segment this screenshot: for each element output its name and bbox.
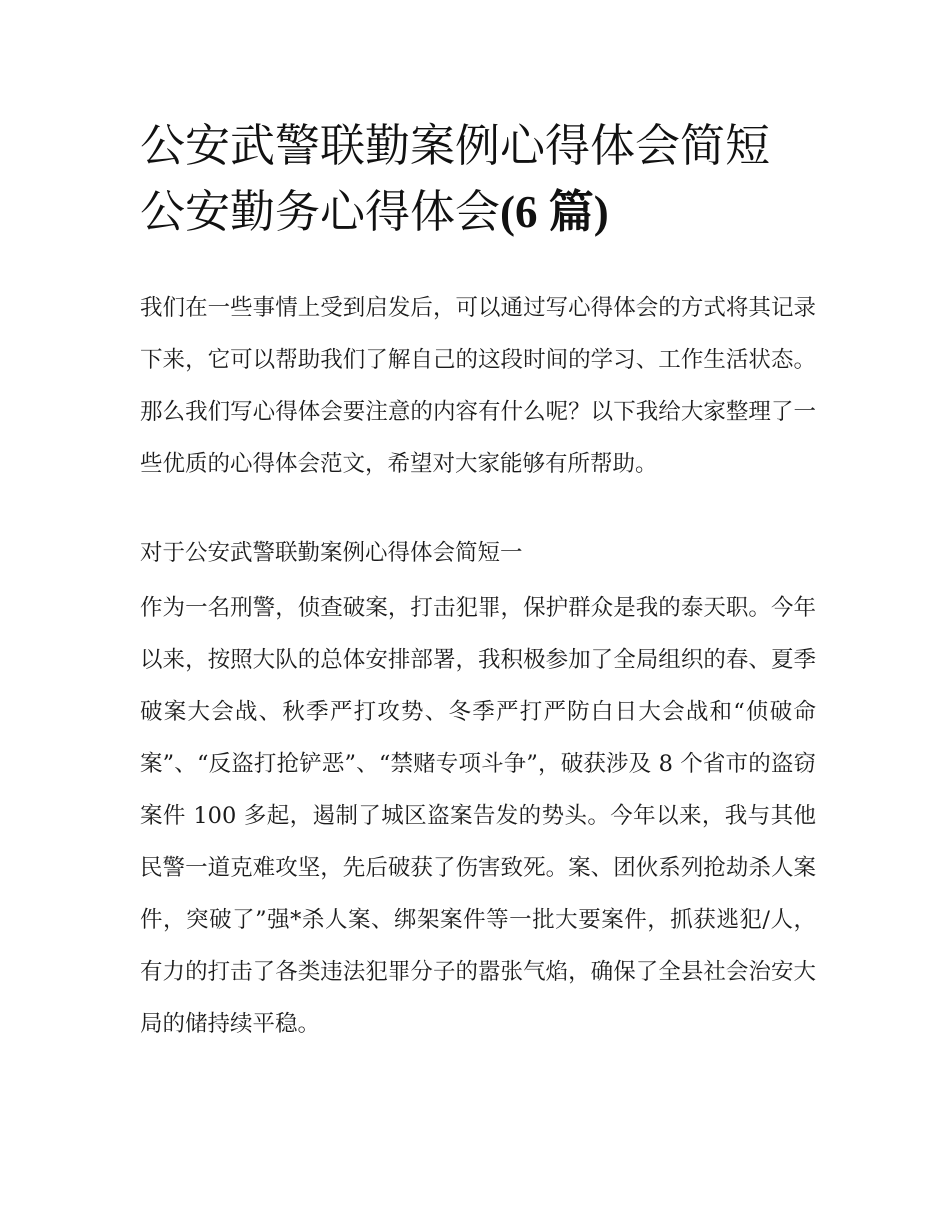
intro-paragraph: 我们在一些事情上受到启发后，可以通过写心得体会的方式将其记录下来，它可以帮助我们了解自己的这段时间的学习、工作生活状态。那么我们写心得体会要注意的内容有什么呢？以下我给大家整理了一些优质的心得体会范文，希望对大家能够有所帮助。	[140, 295, 816, 477]
document-title	[140, 113, 820, 245]
document-title-main: 公安武警联勤案例心得体会简短 公安勤务心得体会	[140, 119, 771, 238]
document-title-count: (6 篇)	[500, 187, 609, 237]
case-paragraph: 作为一名刑警，侦查破案，打击犯罪，保护群众是我的泰天职。今年以来，按照大队的总体安排部署，我积极参加了全局组织的春、夏季破案大会战、秋季严打攻势、冬季严打严防白日大会战和“侦破命案”、“反盗打抢铲恶”、“禁赌专项斗争”，破获涉及 8 个省市的盗窃案件 100 多起，遏制了城区盗案告发的势头。今年以来，我与其他民警一道克难攻坚，先后破获了伤害致死。案、团伙系列抢劫杀人案件，突破了”强*杀人案、绑架案件等一批大要案件，抓获逃犯/人，有力的打击了各类违法犯罪分子的嚣张气焰，确保了全县社会治安大局的储持续平稳。	[140, 595, 816, 1037]
section-heading: 对于公安武警联勤案例心得体会简短一	[140, 540, 523, 566]
